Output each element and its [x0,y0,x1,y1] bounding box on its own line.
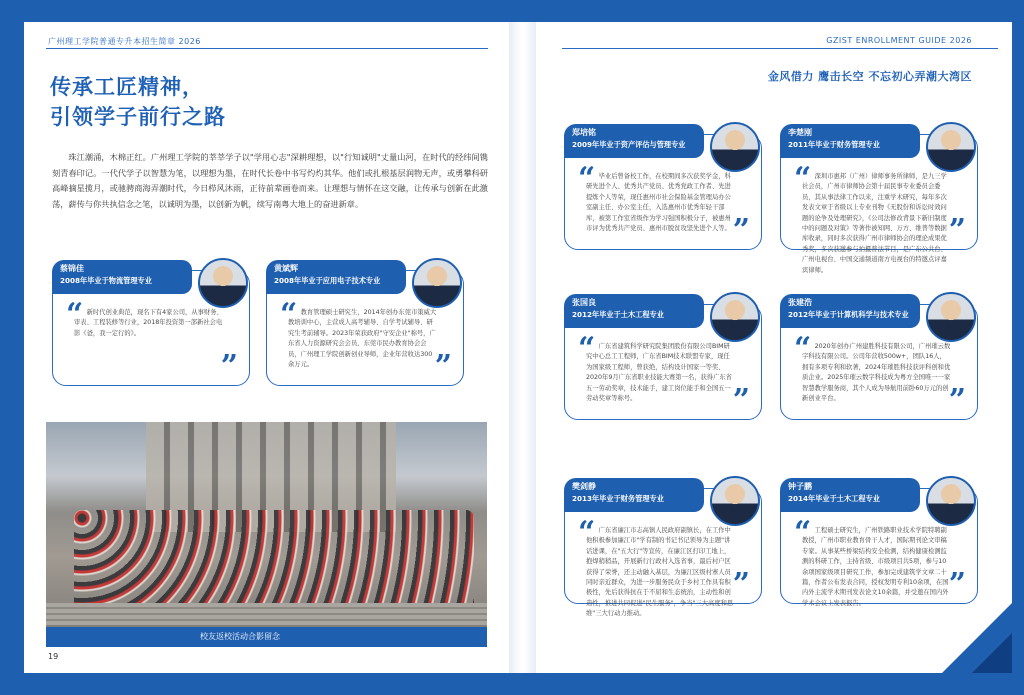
close-quote-icon: ” [732,567,750,602]
right-header: GZIST ENROLLMENT GUIDE 2026 [826,36,972,45]
alumni-photo [926,476,976,526]
alumni-bio: 工程硕士研究生，广州铁路职业技术学院特聘副教授，广州市职业教育骨干人才，国际期刊论文审稿专家。从事某些桥梁结构安全检测，结构健康检测监测的科研工作，主持省级、市级项目共5项，参与10余项国家级项目研究工作，参加完成建筑学文章二十篇，作者公布发表合同，授权发明专利10余项，在国内外主流学术期刊发表论文10余篇，并受邀在国内外学术会议上发表报告。 [802,527,949,607]
alumni-card [564,478,764,618]
alumni-card [780,294,980,420]
right-header-rule [562,48,998,49]
alumni-card [52,260,252,386]
open-quote-icon: “ [280,297,298,332]
alumni-card [780,478,980,607]
alumni-name: 郑培铭 [572,128,596,137]
alumni-photo [198,258,248,308]
title-line-1: 传承工匠精神， [50,75,204,99]
alumni-bio: 广东省建筑科学研究院集团股份有限公司BIM研究中心总工工程师，广东省BIM技术联盟专家，现任为国家级工程师，曾获绝，结构设计国家一等奖、2020年9月广东省职业技能大赛第一名，获得广东省五一劳动奖章，技术能手，建工岗位能手和全国五一劳动奖章等称号。 [586,343,732,403]
card-band [266,260,406,294]
alumni-card [564,124,764,250]
close-quote-icon: ” [434,349,452,384]
close-quote-icon: ” [732,213,750,248]
alumni-name: 黄斌辉 [274,264,298,273]
open-quote-icon: “ [794,331,812,366]
card-band [564,294,704,328]
open-quote-icon: “ [794,515,812,550]
alumni-grad: 2011年毕业于财务管理专业 [788,140,880,149]
alumni-card [780,124,980,274]
card-band [780,478,920,512]
card-band [780,124,920,158]
group-photo [46,422,487,647]
alumni-bio: 广东省廉江市志高镇人民政府副镇长，在工作中他积极参加廉江市"学有制的书记书记领导为主题"讲话进课，在"五大行"等宣传，在廉江区打印工地上，抱焊稍稍品，开展新行行政村入选省事，最后村户区获得了荣誉，还主动融入基层，为廉江区级村寨人员同时亲近群众，为进一步服务民众于乡村工作具有积极性，先后获得抗在于不屈和生态统治，主动性和创造性，推进共同促进"民生服务"，争当"三大高度和思维"三大行动力推动。 [586,527,734,618]
left-header-rule [46,48,488,49]
book-gutter [509,22,536,673]
close-quote-icon: ” [948,567,966,602]
alumni-photo [710,476,760,526]
alumni-grad: 2012年毕业于计算机科学与技术专业 [788,310,909,319]
corner-decoration-dark [972,633,1012,673]
alumni-name: 樊剑静 [572,482,596,491]
alumni-bio: 2020年创办广州建胜科技有限公司，广州璀云数字科技有限公司。公司年营收500w+，团队16人，拥有多项专利和软著，2024年璀胜科技获评科创和优质企业。2025年璀云数字科技成为粤方全国唯一一家智慧教学服务商，其个人成为导航用前卧60万元的创新创业平台。 [802,343,951,403]
close-quote-icon: ” [732,383,750,418]
card-band [564,124,704,158]
alumni-name: 蔡锦佳 [60,264,84,273]
page-number-right: 20 [961,652,972,661]
alumni-card [266,260,466,386]
alumni-photo [926,122,976,172]
photo-caption-bar [46,627,487,647]
alumni-bio: 深圳市惠邦（广州）律师事务所律师，是九三学社会员，广州市律师协会第十届民事专业委员会委员，其从事法律工作以来，注重学术研究，每年多次发表文章于省级以上专业刊物《无股份和诉讼时效问题的论争及处理研究》，《公司法修改背景下新旧制度中的问题及对策》等著作被知网、万方、维普等数据库收录，同时多次获得广州市律师协会的理论成果优秀奖，多次获邀参与拍摄普法节目，是广东公共台、广州电视台、中国交通频道南方电视台的特邀点评嘉宾律师。 [802,173,947,274]
alumni-grad: 2014年毕业于土木工程专业 [788,494,880,503]
photo-steps [46,603,487,625]
close-quote-icon: ” [948,383,966,418]
alumni-grad: 2012年毕业于土木工程专业 [572,310,664,319]
alumni-grad: 2009年毕业于资产评估与管理专业 [572,140,686,149]
alumni-photo [926,292,976,342]
alumni-bio: 新时代创业典范，现名下有4家公司，从事财务、审表、工程装修等行业，2018年投资第一部新社会电影《爸，我一定行的》。 [74,309,223,337]
open-quote-icon: “ [578,161,596,196]
page-title [50,72,226,132]
left-page [24,22,509,673]
close-quote-icon: ” [220,349,238,384]
title-line-2: 引领学子前行之路 [50,105,226,129]
alumni-name: 钟子鹏 [788,482,812,491]
alumni-name: 张建浩 [788,298,812,307]
photo-caption: 校友返校活动合影留念 [200,632,280,641]
close-quote-icon: ” [948,213,966,248]
right-page [536,22,1012,673]
alumni-bio: 毕业后曾备校工作，在校期间多次获奖学金，科研先进个人、优秀共产党员、优秀党政工作者、先进提炼个人等荣，现任惠州市社会保险基金管理局办公室副主任、办公室主任，入选惠州市优秀年轻干部库，被第工作室省级作为学习强国积极分子，被惠州市评为优秀共产党员、惠州市脱贫攻坚先进个人等。 [586,173,731,233]
alumni-photo [710,122,760,172]
alumni-name: 李楚刚 [788,128,812,137]
alumni-card [564,294,764,420]
open-quote-icon: “ [578,331,596,366]
page-number-left: 19 [48,652,59,661]
open-quote-icon: “ [794,161,812,196]
card-band [780,294,920,328]
alumni-photo [710,292,760,342]
alumni-photo [412,258,462,308]
open-quote-icon: “ [578,515,596,550]
alumni-grad: 2008年毕业于物流管理专业 [60,276,152,285]
card-band [52,260,192,294]
alumni-grad: 2013年毕业于财务管理专业 [572,494,664,503]
intro-paragraph: 珠江潮涌，木棉正红。广州理工学院的莘莘学子以"学用心志"深耕理想，以"行知诚明"丈量山河，在时代的经纬间镌刻青春印记。一代代学子以智慧为笔，以理想为墨，在时代长卷中书写灼灼其华。他们或扎根基层润物无声，或勇攀科研高峰摘星揽月，或驰骋商海弄潮时代，今日栉风沐雨，正待前辈画卷而来。让理想与情怀在这交融，让传承与创新在此激荡，薪传与你共执信念之笔，以诚明为墨，以创新为帆，续写南粤大地上的奋进新章。 [52,152,488,209]
left-header: 广州理工学院普通专升本招生简章 2026 [48,37,201,46]
alumni-name: 张国良 [572,298,596,307]
alumni-grad: 2008年毕业于应用电子技术专业 [274,276,381,285]
slogan: 金风借力 鹰击长空 不忘初心弄潮大湾区 [767,70,972,83]
card-band [564,478,704,512]
alumni-bio: 教育管理硕士研究生，2014年创办东莞市策威大教培训中心，主营成人高考辅导、自学考试辅导、研究生考前辅导。2023年荣获政府"守安企业"称号，广东省人力资源研究会会员，东莞市民办教育协会会员，广州理工学院创新创业导师，企业年营收达300余万元。 [288,309,437,369]
open-quote-icon: “ [66,297,84,332]
